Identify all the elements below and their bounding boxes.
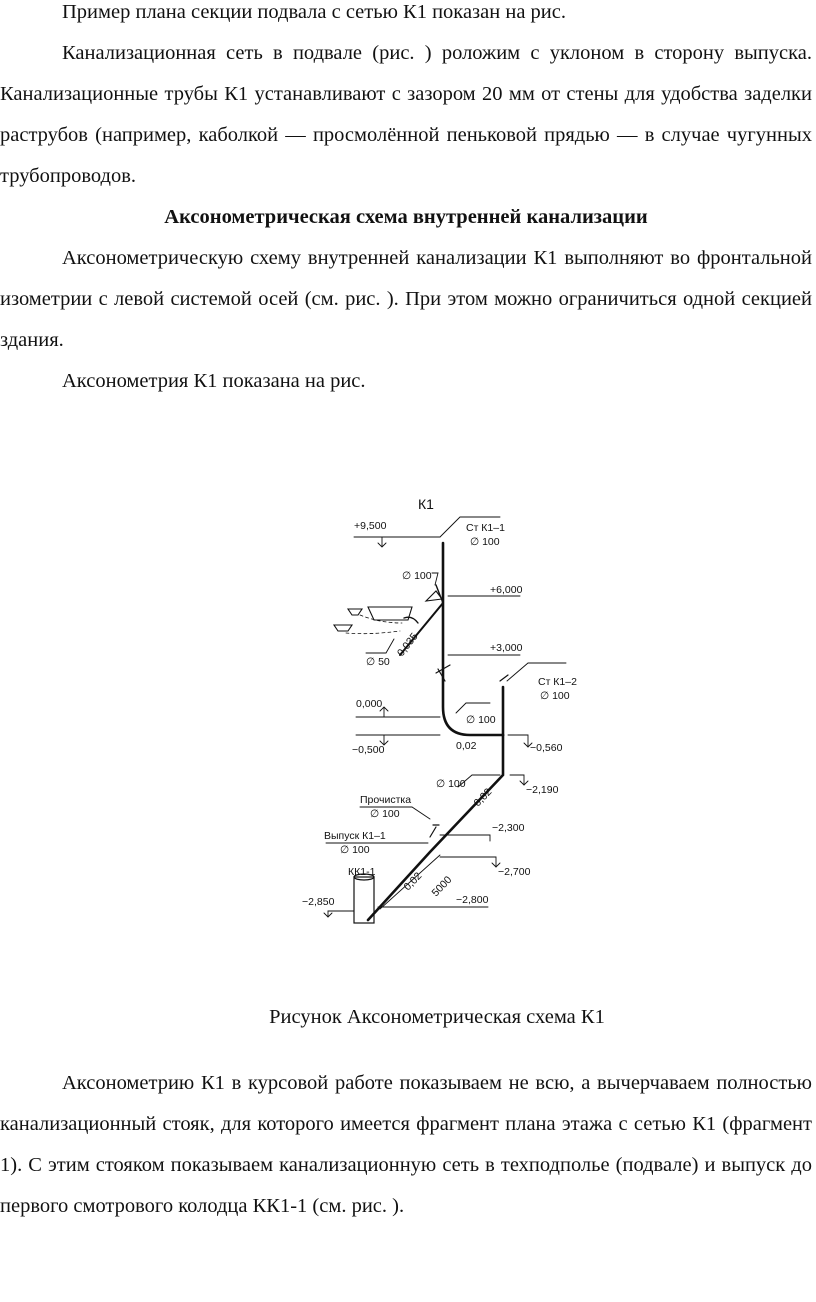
riser-2-name: Ст К1–2 bbox=[538, 676, 577, 688]
level-label-minus-2700: −2,700 bbox=[498, 866, 531, 878]
paragraph-plan-reference: Пример плана секции подвала с сетью К1 показан на рис. bbox=[62, 1, 566, 23]
paragraph-coursework-note: Аксонометрию К1 в курсовой работе показываем не всю, а вычерчаваем полностью канализационный стояк, для которого имеется фрагмент плана этажа с сетью К1 (фрагмент 1). С этим стояком показываем канализационную сеть в техподполье (подвале) и выпуск до первого смотрового колодца КК1-1 (см. рис. ). bbox=[0, 1072, 812, 1217]
diagonal-diameter: ∅ 100 bbox=[436, 778, 466, 790]
section-heading: Аксонометрическая схема внутренней канализации bbox=[164, 206, 648, 228]
paragraph-axonometry-reference: Аксонометрия К1 показана на рис. bbox=[62, 370, 366, 392]
paragraph-basement-network: Канализационная сеть в подвале (рис. ) роложим с уклоном в сторону выпуска. Канализационные трубы К1 устанавливают с зазором 20 мм от стены для удобства заделки раструбов (например, каболкой — просмолённой пеньковой прядью — в случае чугунных трубопроводов. bbox=[0, 42, 812, 187]
figure-caption: Рисунок Аксонометрическая схема К1 bbox=[269, 1006, 605, 1028]
axonometric-scheme-drawing bbox=[290, 485, 590, 935]
diagram-title: К1 bbox=[418, 496, 434, 512]
level-label-0000: 0,000 bbox=[356, 698, 383, 710]
branch-diameter-top: ∅ 100 bbox=[402, 570, 432, 582]
outlet-label: Выпуск К1–1 bbox=[324, 830, 386, 842]
outlet-slope: 0,02 bbox=[401, 870, 425, 894]
riser-k1-1-pipe bbox=[443, 543, 503, 735]
well-label: КК1-1 bbox=[348, 866, 376, 878]
level-label-3000: +3,000 bbox=[490, 642, 523, 654]
level-label-minus-0560: −0,560 bbox=[530, 742, 563, 754]
basement-diameter: ∅ 100 bbox=[466, 714, 496, 726]
level-label-minus-2800: −2,800 bbox=[456, 894, 489, 906]
level-label-minus-2300: −2,300 bbox=[492, 822, 525, 834]
level-label-9500: +9,500 bbox=[354, 520, 387, 532]
level-label-minus-2190: −2,190 bbox=[526, 784, 559, 796]
basement-slope: 0,02 bbox=[456, 740, 477, 752]
outlet-diameter: ∅ 100 bbox=[340, 844, 370, 856]
branch-diameter-50: ∅ 50 bbox=[366, 656, 390, 668]
level-label-minus-0500: −0,500 bbox=[352, 744, 385, 756]
riser-2-diameter: ∅ 100 bbox=[540, 690, 570, 702]
riser-1-name: Ст К1–1 bbox=[466, 522, 505, 534]
cleanout-label: Прочистка bbox=[360, 794, 412, 806]
washbasin-fixture bbox=[348, 609, 362, 615]
diagonal-slope: 0,02 bbox=[471, 786, 495, 810]
level-label-6000: +6,000 bbox=[490, 584, 523, 596]
level-label-minus-2850: −2,850 bbox=[302, 896, 335, 908]
cleanout-diameter: ∅ 100 bbox=[370, 808, 400, 820]
branch-slope: 0,035 bbox=[394, 630, 421, 659]
floor-drain-fixture bbox=[334, 625, 352, 631]
outlet-length: 5000 bbox=[429, 873, 455, 900]
riser-1-diameter: ∅ 100 bbox=[470, 536, 500, 548]
axonometric-scheme-figure bbox=[290, 485, 590, 935]
paragraph-axonometric-method: Аксонометрическую схему внутренней канализации К1 выполняют во фронтальной изометрии с левой системой осей (см. рис. ). При этом можно ограничиться одной секцией здания. bbox=[0, 247, 812, 351]
